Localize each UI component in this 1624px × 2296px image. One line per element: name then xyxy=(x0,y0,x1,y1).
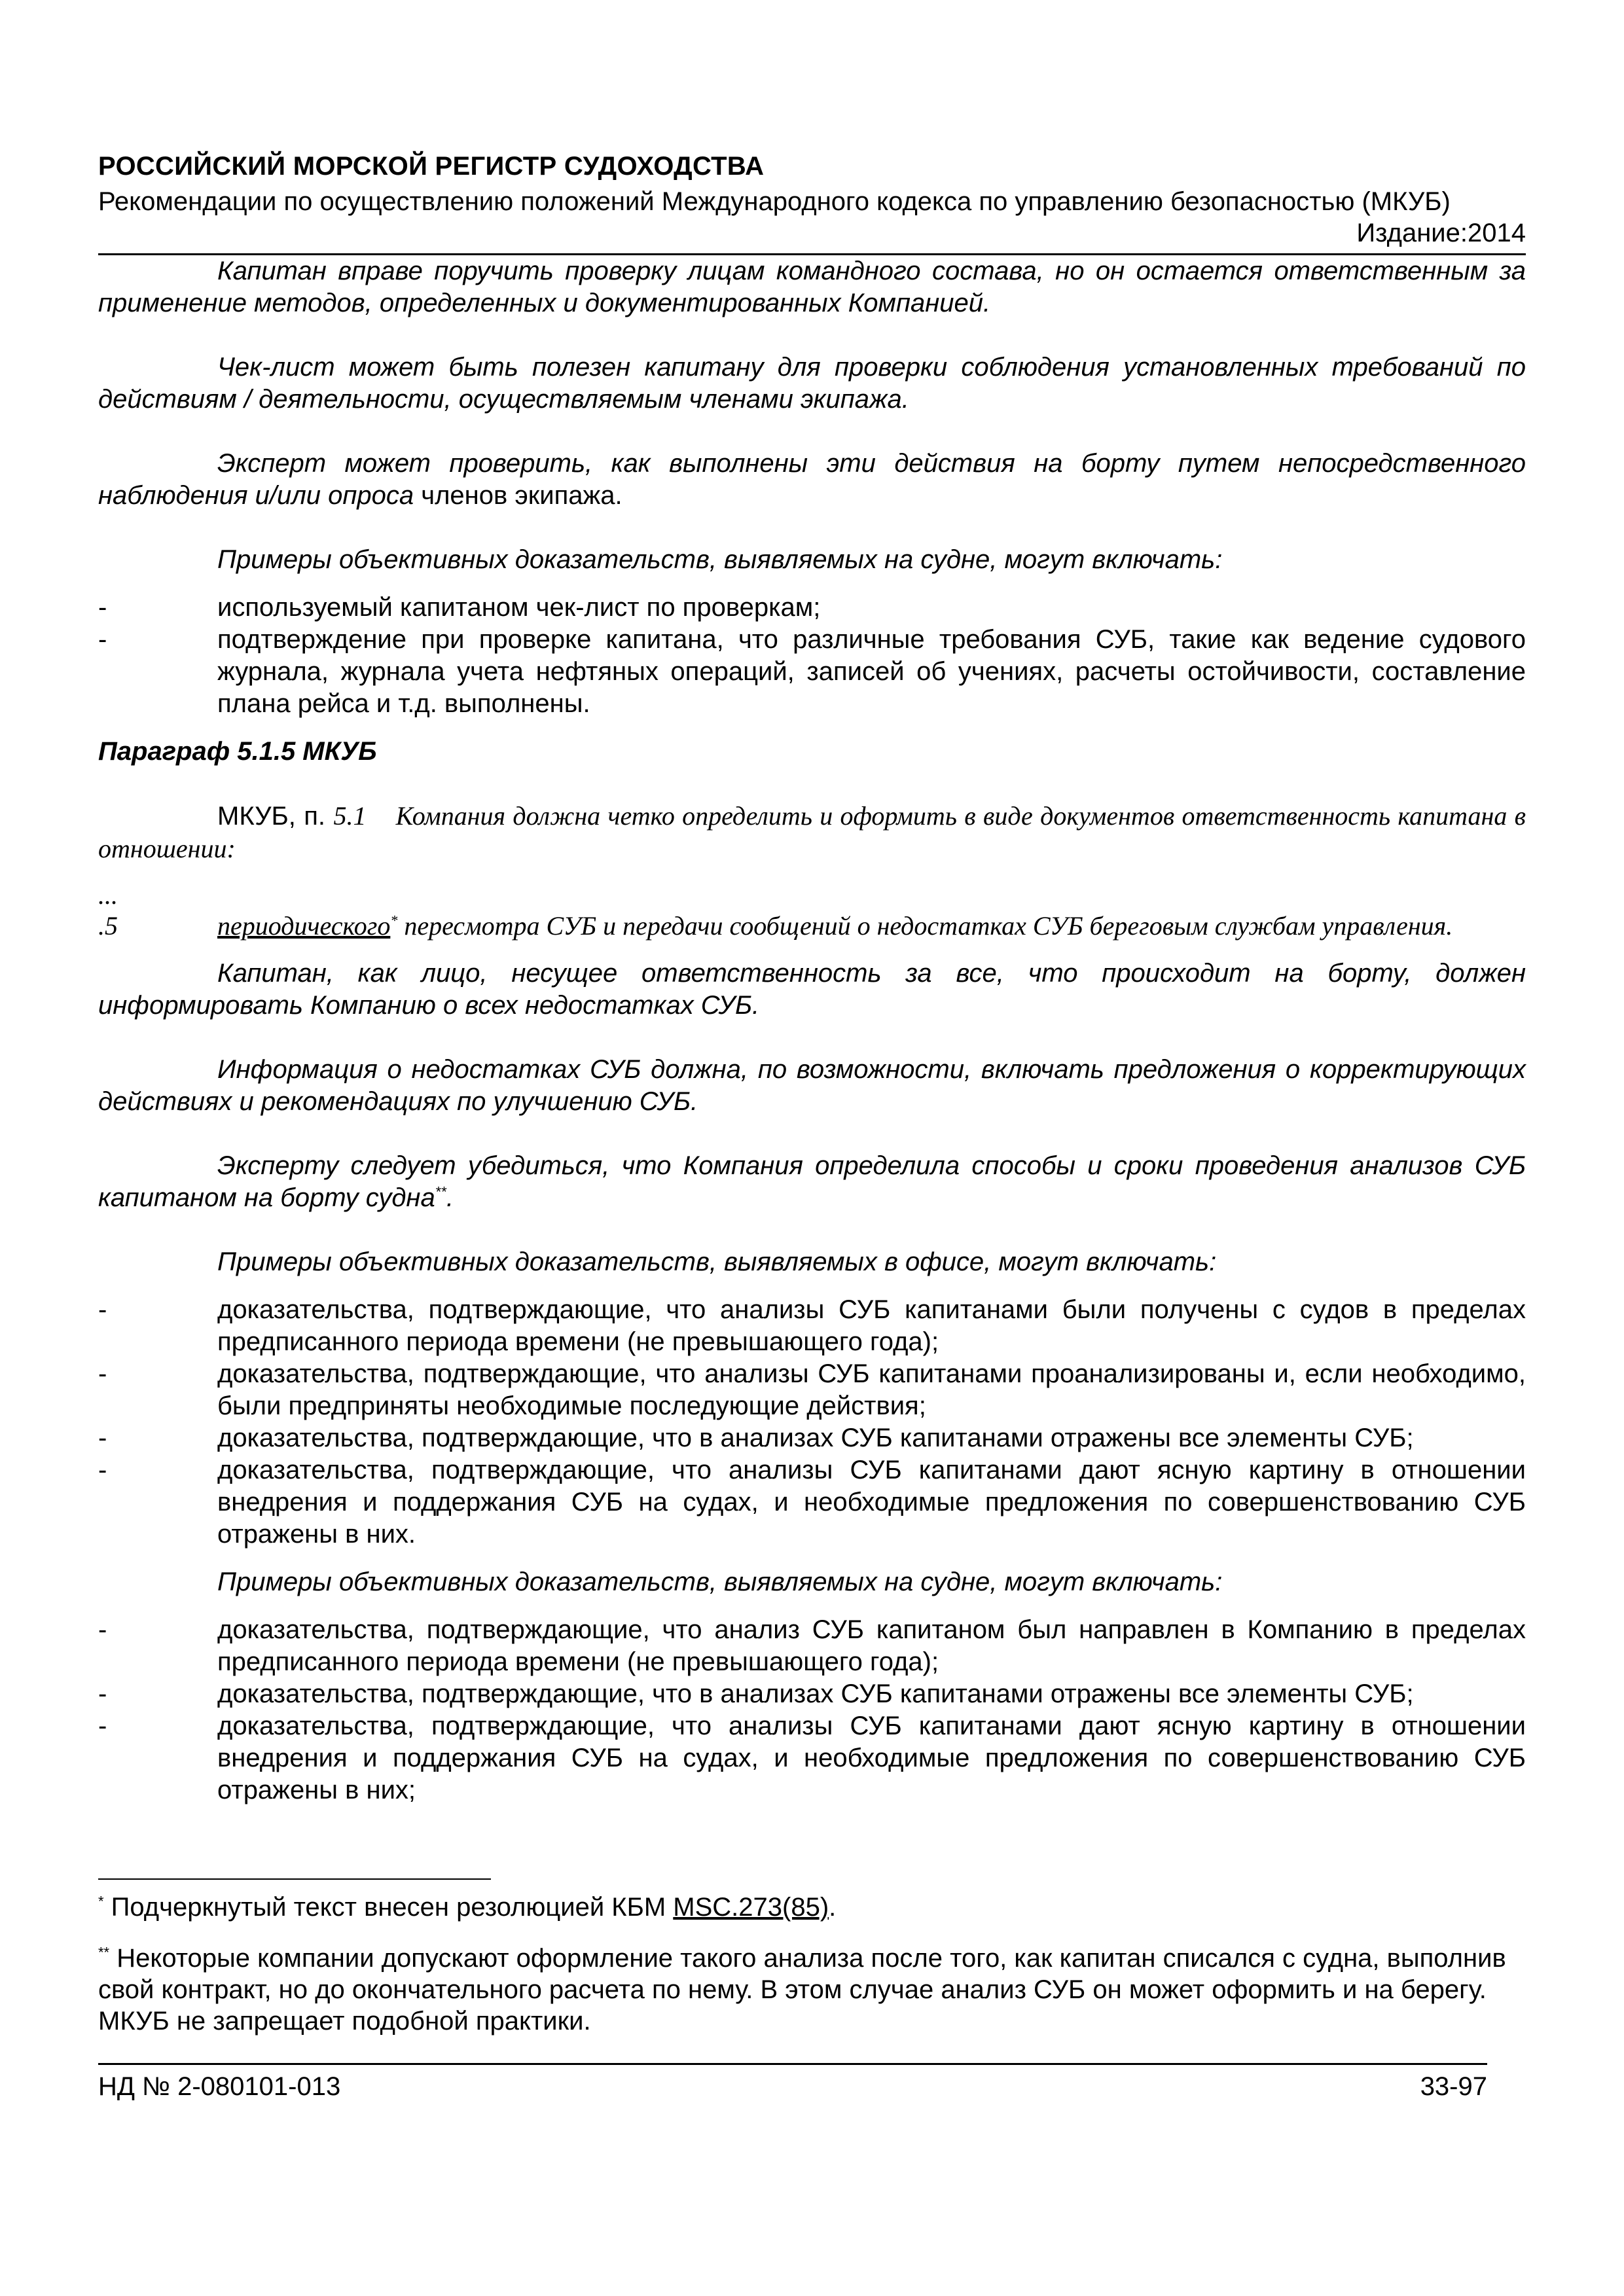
list-item xyxy=(98,592,1526,624)
footnote-1-end: . xyxy=(829,1893,837,1922)
code-clause-number: 5.1 xyxy=(333,801,367,831)
paragraph-expert-check-tail: членов экипажа. xyxy=(414,481,623,510)
paragraph-heading: Параграф 5.1.5 МКУБ xyxy=(98,737,377,766)
code-item-rest: пересмотра СУБ и передачи сообщений о недостатках СУБ береговым службам управления. xyxy=(397,911,1453,941)
list-item-text: используемый капитаном чек-лист по проверкам; xyxy=(217,593,821,622)
list-dash: - xyxy=(98,1615,107,1644)
footnote-2 xyxy=(98,1943,1512,2037)
header-subtitle: Рекомендации по осуществлению положений Международного кодекса по управлению безопасностью (МКУБ) xyxy=(98,187,1451,216)
list-item-text: подтверждение при проверке капитана, что различные требования СУБ, такие как ведение судового журнала, журнала учета нефтяных операций, записей об учениях, расчеты остойчивости, составление плана рейса и т.д. выполнены. xyxy=(217,625,1526,718)
paragraph-expert-verify xyxy=(98,1150,1526,1214)
list-dash: - xyxy=(98,1712,107,1740)
list-office-evidence xyxy=(98,1294,1526,1551)
footnote-ref-1: * xyxy=(390,912,398,929)
header-title: РОССИЙСКИЙ МОРСКОЙ РЕГИСТР СУДОХОДСТВА xyxy=(98,152,765,181)
code-item-number: .5 xyxy=(98,911,118,941)
paragraph-deficiency-info: Информация о недостатках СУБ должна, по возможности, включать предложения о корректирующих действиях и рекомендациях по улучшению СУБ. xyxy=(98,1055,1526,1116)
list-ship-evidence xyxy=(98,592,1526,720)
footnote-ref-2: ** xyxy=(435,1183,446,1200)
list-item xyxy=(98,1358,1526,1422)
footer-page-number: 33-97 xyxy=(1420,2072,1487,2101)
list-item xyxy=(98,1454,1526,1551)
footer-doc-number: НД № 2-080101-013 xyxy=(98,2072,341,2101)
paragraph-expert-check xyxy=(98,448,1526,512)
list-item-text: доказательства, подтверждающие, что анализ СУБ капитаном был направлен в Компанию в пределах предписанного периода времени (не превышающего года); xyxy=(217,1615,1526,1676)
paragraph-expert-verify-text: Эксперту следует убедиться, что Компания определила способы и сроки проведения анализов СУБ капитаном на борту судна xyxy=(98,1151,1526,1212)
paragraph-expert-verify-end: . xyxy=(446,1183,454,1212)
examples-ship-heading-2: Примеры объективных доказательств, выявляемых на судне, могут включать: xyxy=(217,1568,1223,1596)
code-prefix: МКУБ, п. xyxy=(217,802,334,831)
list-dash: - xyxy=(98,1359,107,1388)
examples-office-heading: Примеры объективных доказательств, выявляемых в офисе, могут включать: xyxy=(217,1247,1217,1276)
code-item-text xyxy=(217,910,1453,942)
footnote-2-mark: ** xyxy=(98,1944,110,1961)
list-dash: - xyxy=(98,1679,107,1708)
list-item-text: доказательства, подтверждающие, что анализы СУБ капитанами дают ясную картину в отношении внедрения и поддержания СУБ на судах, и необходимые предложения по совершенствованию СУБ отражены в них. xyxy=(217,1456,1526,1549)
list-item xyxy=(98,1710,1526,1806)
list-item-text: доказательства, подтверждающие, что в анализах СУБ капитанами отражены все элементы СУБ; xyxy=(217,1679,1414,1708)
footer-rule xyxy=(98,2063,1487,2065)
paragraph-checklist: Чек-лист может быть полезен капитану для проверки соблюдения установленных требований по действиям / деятельности, осуществляемым членами экипажа. xyxy=(98,353,1526,414)
list-ship-evidence-2 xyxy=(98,1614,1526,1806)
list-item xyxy=(98,1422,1526,1454)
msc-resolution-link[interactable]: MSC.273(85) xyxy=(673,1893,829,1922)
examples-ship-heading: Примеры объективных доказательств, выявляемых на судне, могут включать: xyxy=(217,545,1223,574)
list-dash: - xyxy=(98,1424,107,1452)
list-item xyxy=(98,624,1526,720)
code-quote xyxy=(98,800,1526,865)
code-clause-text: Компания должна четко определить и оформить в виде документов ответственность капитана в отношении: xyxy=(98,801,1526,863)
footnote-1-mark: * xyxy=(98,1893,104,1910)
ellipsis: ... xyxy=(98,880,118,910)
list-item-text: доказательства, подтверждающие, что анализы СУБ капитанами проанализированы и, если необходимо, были предприняты необходимые последующие действия; xyxy=(217,1359,1526,1420)
list-item xyxy=(98,1614,1526,1678)
footnote-1-text: Подчеркнутый текст внесен резолюцией КБМ xyxy=(103,1893,674,1922)
code-item-5 xyxy=(98,910,1526,942)
underlined-word: периодического xyxy=(217,911,391,941)
footnote-1 xyxy=(98,1892,1512,1923)
footnote-2-text: Некоторые компании допускают оформление такого анализа после того, как капитан списался с судна, выполнив свой контракт, но до окончательного расчета по нему. В этом случае анализ СУБ он может оформить и на берегу. МКУБ не запрещает подобной практики. xyxy=(98,1944,1506,2036)
list-item-text: доказательства, подтверждающие, что анализы СУБ капитанами были получены с судов в пределах предписанного периода времени (не превышающего года); xyxy=(217,1295,1526,1356)
list-item-text: доказательства, подтверждающие, что в анализах СУБ капитанами отражены все элементы СУБ; xyxy=(217,1424,1414,1452)
paragraph-captain-informs: Капитан, как лицо, несущее ответственность за все, что происходит на борту, должен информировать Компанию о всех недостатках СУБ. xyxy=(98,959,1526,1020)
paragraph-expert-check-italic: Эксперт может проверить, как выполнены эти действия на борту путем непосредственного наблюдения и/или опроса xyxy=(98,449,1526,510)
list-item-text: доказательства, подтверждающие, что анализы СУБ капитанами дают ясную картину в отношении внедрения и поддержания СУБ на судах, и необходимые предложения по совершенствованию СУБ отражены в них; xyxy=(217,1712,1526,1804)
header-edition: Издание:2014 xyxy=(1356,219,1526,247)
list-dash: - xyxy=(98,1295,107,1324)
list-dash: - xyxy=(98,625,107,654)
list-dash: - xyxy=(98,1456,107,1484)
paragraph-captain-delegation: Капитан вправе поручить проверку лицам командного состава, но он остается ответственным за применение методов, определенных и документированных Компанией. xyxy=(98,257,1526,317)
list-item xyxy=(98,1678,1526,1710)
footnote-rule xyxy=(98,1878,491,1880)
list-dash: - xyxy=(98,593,107,622)
list-item xyxy=(98,1294,1526,1358)
document-body xyxy=(98,255,1526,1806)
